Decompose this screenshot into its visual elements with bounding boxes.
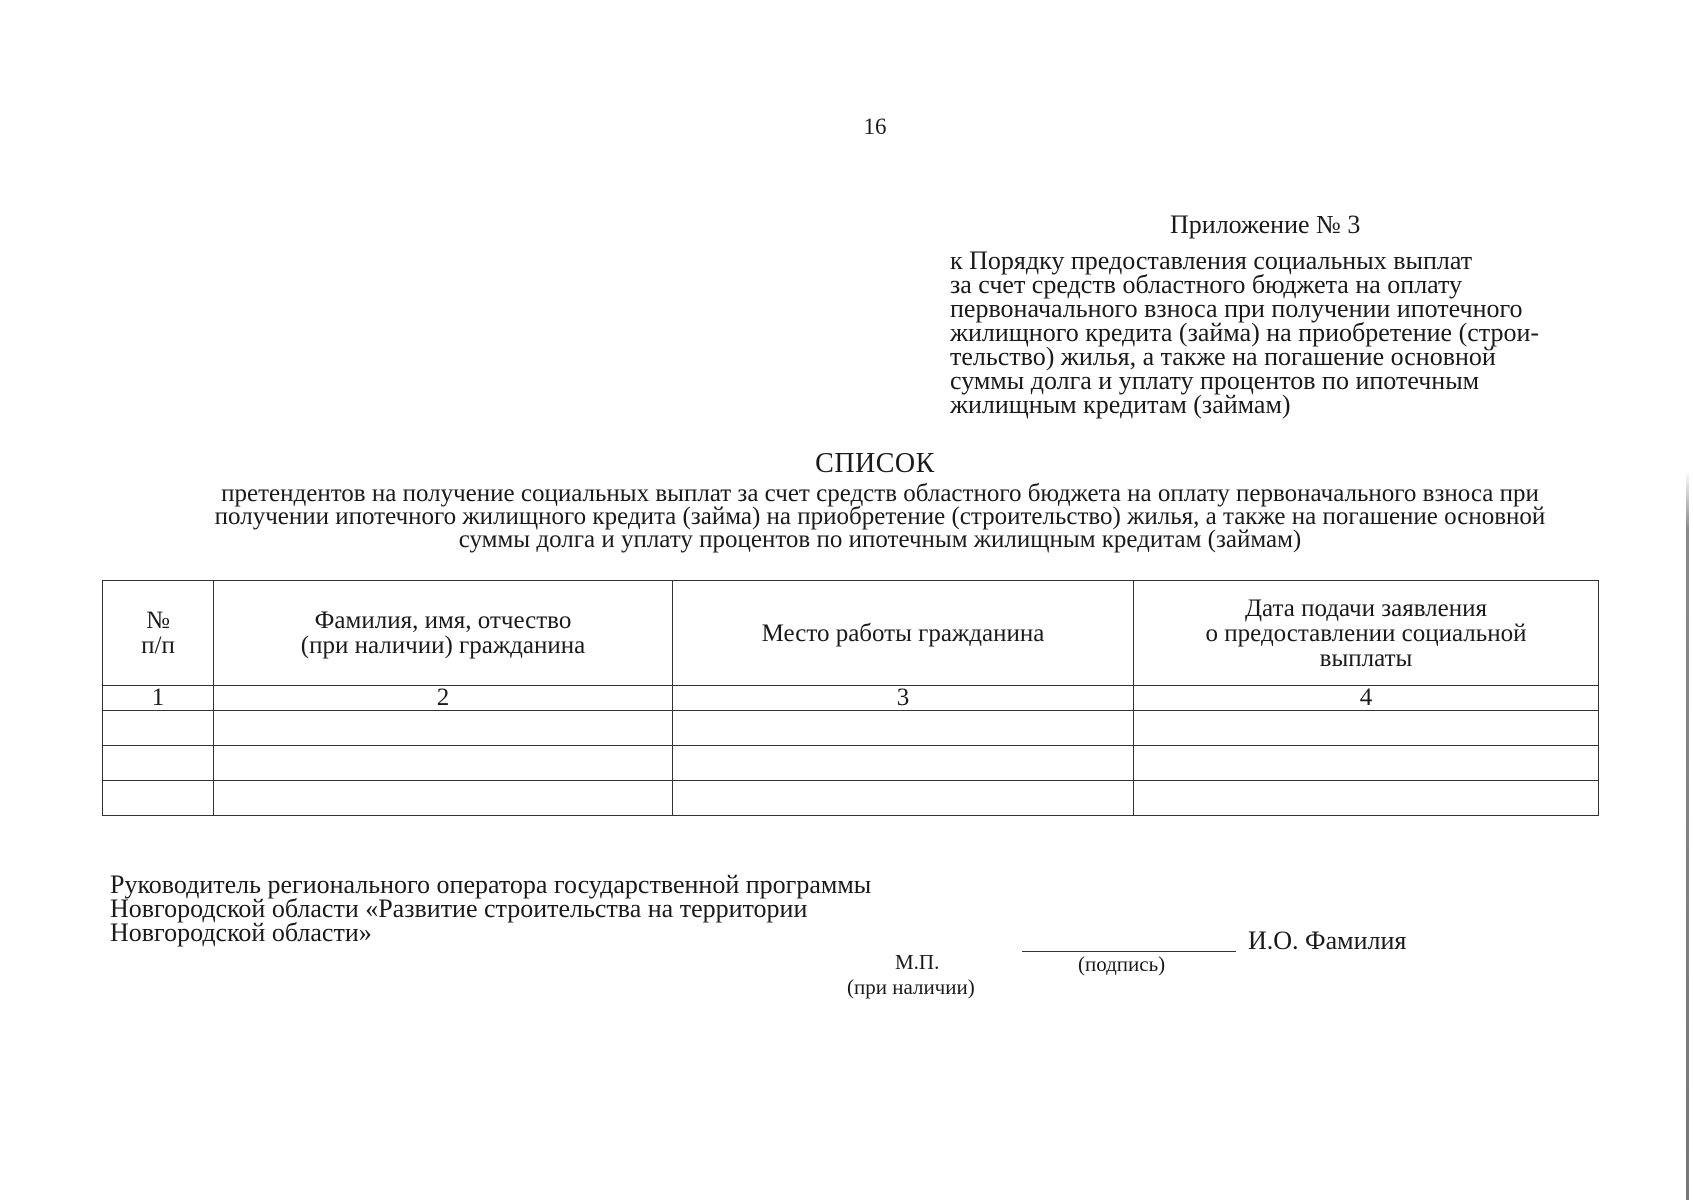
header-text: № [146, 607, 170, 634]
appendix-line: суммы долга и уплату процентов по ипотечным [950, 366, 1480, 395]
column-number: 2 [214, 686, 673, 711]
signer-line: Руководитель регионального оператора государственной программы [110, 870, 872, 899]
appendix-line: жилищным кредитам (займам) [950, 390, 1291, 419]
table-row [103, 746, 1599, 781]
column-number-row [103, 686, 1599, 711]
signer-line: Новгородской области» [110, 918, 372, 947]
header-text: Дата подачи заявления [1244, 594, 1488, 622]
signature-caption: (подпись) [1078, 952, 1166, 976]
header-cell-full-name [214, 581, 673, 686]
appendix-reference [950, 246, 1620, 419]
appendix-line: первоначального взноса при получении ипотечного [950, 294, 1523, 323]
applicants-table-wrapper [102, 580, 1598, 816]
header-row [103, 581, 1599, 686]
signer-position [110, 870, 872, 947]
appendix-title: Приложение № 3 [1170, 210, 1361, 239]
stamp-place-note: (при наличии) [847, 975, 975, 999]
table-cell [1134, 711, 1599, 746]
stamp-place-label: М.П. [895, 950, 940, 974]
header-cell-workplace [673, 581, 1134, 686]
column-number: 4 [1134, 686, 1599, 711]
header-text: Место работы гражданина [761, 619, 1045, 647]
scan-edge-shadow [1686, 470, 1689, 1200]
table-cell [103, 781, 214, 816]
signer-line: Новгородской области «Развитие строительства на территории [110, 894, 808, 923]
header-cell-number [103, 581, 214, 686]
table-cell [673, 781, 1134, 816]
column-number: 3 [673, 686, 1134, 711]
table-cell [103, 746, 214, 781]
list-subtitle [110, 482, 1650, 551]
table-cell [673, 746, 1134, 781]
column-number: 1 [103, 686, 214, 711]
table-cell [214, 746, 673, 781]
header-text: выплаты [1319, 644, 1413, 672]
table-cell [214, 711, 673, 746]
table-cell [1134, 746, 1599, 781]
header-cell-application-date [1134, 581, 1599, 686]
subtitle-line: суммы долга и уплату процентов по ипотечным жилищным кредитам (займам) [458, 526, 1302, 553]
header-text: (при наличии) гражданина [300, 632, 586, 659]
header-text: Фамилия, имя, отчество [314, 607, 572, 634]
appendix-line: жилищного кредита (займа) на приобретение (строи- [950, 318, 1540, 347]
signer-name-placeholder: И.О. Фамилия [1248, 926, 1407, 955]
table-row [103, 711, 1599, 746]
appendix-line: к Порядку предоставления социальных выплат [950, 246, 1473, 275]
header-text: п/п [141, 632, 175, 659]
subtitle-line: претендентов на получение социальных выплат за счет средств областного бюджета на оплату первоначального взноса при [221, 480, 1539, 507]
table-cell [103, 711, 214, 746]
header-text: о предоставлении социальной [1205, 619, 1527, 647]
appendix-line: тельство) жилья, а также на погашение основной [950, 342, 1496, 371]
table-cell [673, 711, 1134, 746]
page-number: 16 [863, 114, 887, 139]
table-row [103, 781, 1599, 816]
table-cell [1134, 781, 1599, 816]
list-title: СПИСОК [815, 448, 935, 479]
subtitle-line: получении ипотечного жилищного кредита (займа) на приобретение (строительство) жилья, а также на погашение основной [214, 503, 1546, 530]
applicants-table [102, 580, 1599, 816]
table-cell [214, 781, 673, 816]
appendix-line: за счет средств областного бюджета на оплату [950, 270, 1463, 299]
